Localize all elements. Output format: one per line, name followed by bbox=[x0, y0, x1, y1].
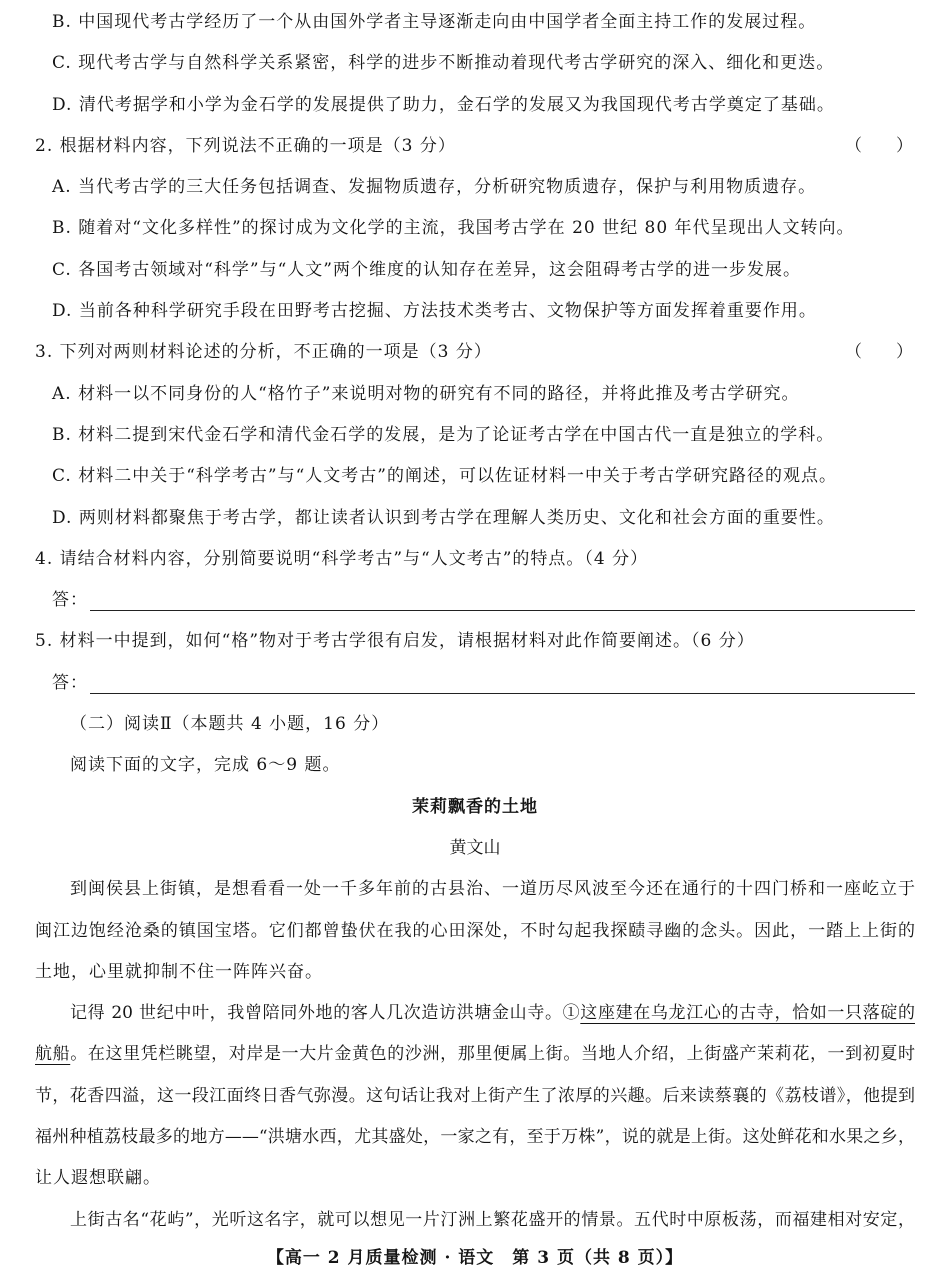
article-author: 黄文山 bbox=[449, 837, 501, 858]
page-content bbox=[0, 2, 950, 1241]
paragraph-1-line-1: 到闽侯县上街镇，是想看看一处一千多年前的古县治、一道历尽风波至今还在通行的十四门桥和一座屹立于 bbox=[70, 879, 915, 900]
q4-answer-row bbox=[0, 580, 950, 621]
q2-stem: 2. 根据材料内容，下列说法不正确的一项是（3 分） bbox=[35, 135, 456, 156]
paragraph-1-line-3: 土地，心里就抑制不住一阵阵兴奋。 bbox=[35, 961, 323, 982]
q5-answer-blank-line bbox=[90, 663, 915, 694]
reading-instruction: 阅读下面的文字，完成 6～9 题。 bbox=[70, 755, 341, 776]
q2-option-d: D. 当前各种科学研究手段在田野考古挖掘、方法技术类考古、文物保护等方面发挥着重要作用。 bbox=[52, 301, 817, 322]
q2-stem-row bbox=[0, 126, 950, 167]
paragraph-2-line-2 bbox=[35, 1034, 915, 1075]
q4-stem: 4. 请结合材料内容，分别简要说明“科学考古”与“人文考古”的特点。（4 分） bbox=[35, 548, 649, 569]
q3-option-d: D. 两则材料都聚焦于考古学，都让读者认识到考古学在理解人类历史、文化和社会方面的重要性。 bbox=[52, 507, 835, 528]
q1-option-d: D. 清代考据学和小学为金石学的发展提供了助力，金石学的发展又为我国现代考古学奠定了基础。 bbox=[52, 94, 835, 115]
paragraph-1-line-2: 闽江边饱经沧桑的镇国宝塔。它们都曾蛰伏在我的心田深处，不时勾起我探赜寻幽的念头。因此，一踏上上街的 bbox=[35, 920, 915, 941]
paragraph-2-line-1-text: 记得 20 世纪中叶，我曾陪同外地的客人几次造访洪塘金山寺。① bbox=[70, 1003, 581, 1024]
q2-answer-bracket: （ ） bbox=[845, 135, 913, 156]
q3-stem: 3. 下列对两则材料论述的分析，不正确的一项是（3 分） bbox=[35, 342, 492, 363]
page-footer: 【高一 2 月质量检测 · 语文 第 3 页（共 8 页）】 bbox=[266, 1248, 684, 1268]
underlined-sentence-1-part-1: 这座建在乌龙江心的古寺，恰如一只落碇的 bbox=[580, 1003, 915, 1024]
paragraph-2-line-1 bbox=[35, 993, 915, 1034]
q2-option-c: C. 各国考古领域对“科学”与“人文”两个维度的认知存在差异，这会阻碍考古学的进一步发展。 bbox=[52, 259, 801, 280]
q4-answer-blank-line bbox=[90, 580, 915, 611]
paragraph-2-line-4: 福州种植荔枝最多的地方——“洪塘水西，尤其盛处，一家之有，至于万株”，说的就是上街。这处鲜花和水果之乡， bbox=[35, 1127, 915, 1148]
q2-option-a: A. 当代考古学的三大任务包括调查、发掘物质遗存，分析研究物质遗存，保护与利用物质遗存。 bbox=[52, 177, 817, 198]
paragraph-3-line-1: 上街古名“花屿”，光听这名字，就可以想见一片汀洲上繁花盛开的情景。五代时中原板荡，而福建相对安定， bbox=[70, 1209, 915, 1230]
q1-option-b: B. 中国现代考古学经历了一个从由国外学者主导逐渐走向由中国学者全面主持工作的发展过程。 bbox=[52, 12, 817, 32]
paragraph-2-line-3: 节，花香四溢，这一段江面终日香气弥漫。这句话让我对上街产生了浓厚的兴趣。后来读蔡襄的《荔枝谱》，他提到 bbox=[35, 1085, 915, 1106]
q3-stem-row bbox=[0, 332, 950, 373]
paragraph-2-line-5: 让人遐想联翩。 bbox=[35, 1168, 161, 1189]
paragraph-2-line-2-text: 。在这里凭栏眺望，对岸是一大片金黄色的沙洲，那里便属上街。当地人介绍，上街盛产茉莉花，一到初夏时 bbox=[70, 1044, 915, 1065]
q2-option-b: B. 随着对“文化多样性”的探讨成为文化学的主流，我国考古学在 20 世纪 80 年代呈现出人文转向。 bbox=[52, 218, 855, 239]
q5-stem: 5. 材料一中提到，如何“格”物对于考古学很有启发，请根据材料对此作简要阐述。（6 分） bbox=[35, 631, 755, 652]
q3-option-b: B. 材料二提到宋代金石学和清代金石学的发展，是为了论证考古学在中国古代一直是独立的学科。 bbox=[52, 424, 835, 445]
section-heading: （二）阅读Ⅱ（本题共 4 小题，16 分） bbox=[70, 714, 390, 735]
q1-option-c: C. 现代考古学与自然科学关系紧密，科学的进步不断推动着现代考古学研究的深入、细化和更迭。 bbox=[52, 53, 835, 74]
q5-answer-row bbox=[0, 663, 950, 704]
underlined-sentence-1-part-2: 航船 bbox=[35, 1044, 71, 1065]
q3-option-c: C. 材料二中关于“科学考古”与“人文考古”的阐述，可以佐证材料一中关于考古学研究路径的观点。 bbox=[52, 466, 837, 487]
q3-answer-bracket: （ ） bbox=[845, 342, 913, 363]
q5-answer-label: 答： bbox=[52, 672, 88, 693]
q3-option-a: A. 材料一以不同身份的人“格竹子”来说明对物的研究有不同的路径，并将此推及考古学研究。 bbox=[52, 383, 800, 404]
q4-answer-label: 答： bbox=[52, 590, 88, 611]
article-title: 茉莉飘香的土地 bbox=[412, 796, 538, 817]
